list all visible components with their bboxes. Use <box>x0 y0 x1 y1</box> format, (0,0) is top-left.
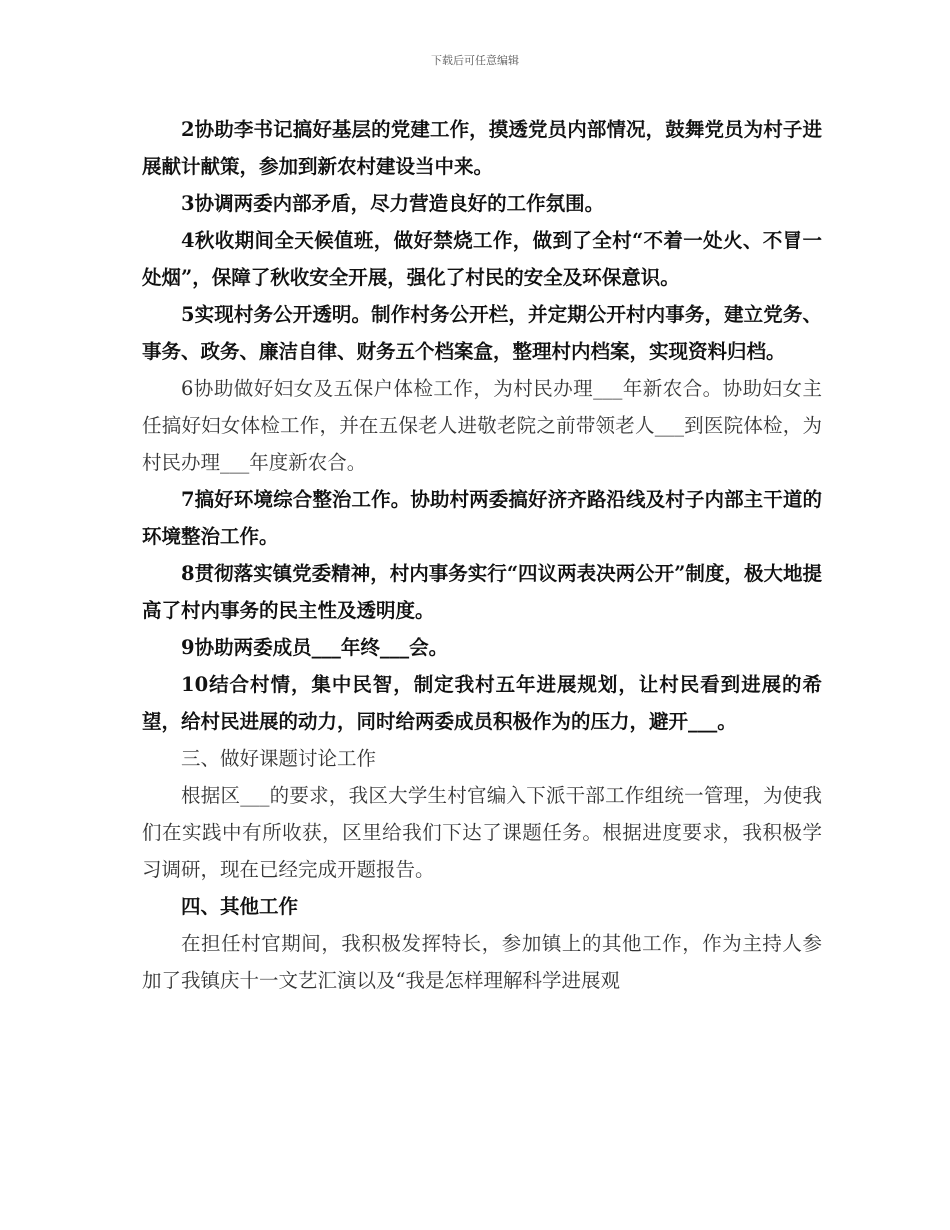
paragraph-item-3: 3协调两委内部矛盾，尽力营造良好的工作氛围。 <box>181 192 605 215</box>
paragraph-item-4: 4秋收期间全天候值班，做好禁烧工作，做到了全村“不着一处火、不冒一处烟”，保障了秋收安全开展，强化了村民的安全及环保意识。 <box>142 229 822 289</box>
paragraph-item-2: 2协助李书记搞好基层的党建工作，摸透党员内部情况，鼓舞党员为村子进展献计献策，参加到新农村建设当中来。 <box>142 118 822 178</box>
paragraph-item-9: 9协助两委成员___年终___会。 <box>181 636 449 659</box>
paragraph-research: 根据区___的要求，我区大学生村官编入下派干部工作组统一管理，为使我们在实践中有所收获，区里给我们下达了课题任务。根据进度要求，我积极学习调研，现在已经完成开题报告。 <box>142 784 822 881</box>
paragraph-item-8: 8贯彻落实镇党委精神，村内事务实行“四议两表决两公开”制度，极大地提高了村内事务的民主性及透明度。 <box>142 562 822 622</box>
section-heading-4: 四、其他工作 <box>181 895 299 918</box>
paragraph-item-10: 10结合村情，集中民智，制定我村五年进展规划，让村民看到进展的希望，给村民进展的动力，同时给两委成员积极作为的压力，避开___。 <box>142 673 822 733</box>
paragraph-item-5: 5实现村务公开透明。制作村务公开栏，并定期公开村内事务，建立党务、事务、政务、廉洁自律、财务五个档案盒，整理村内档案，实现资料归档。 <box>142 303 822 363</box>
paragraph-item-6: 6协助做好妇女及五保户体检工作，为村民办理___年新农合。协助妇女主任搞好妇女体检工作，并在五保老人进敬老院之前带领老人___到医院体检，为村民办理___年度新农合。 <box>142 377 822 474</box>
paragraph-item-7: 7搞好环境综合整治工作。协助村两委搞好济齐路沿线及村子内部主干道的环境整治工作。 <box>142 488 822 548</box>
paragraph-other-work: 在担任村官期间，我积极发挥特长，参加镇上的其他工作，作为主持人参加了我镇庆十一文艺汇演以及“我是怎样理解科学进展观 <box>142 932 822 992</box>
section-heading-3: 三、做好课题讨论工作 <box>181 747 377 770</box>
document-body <box>142 111 822 999</box>
page-header: 下载后可任意编辑 <box>431 54 519 67</box>
